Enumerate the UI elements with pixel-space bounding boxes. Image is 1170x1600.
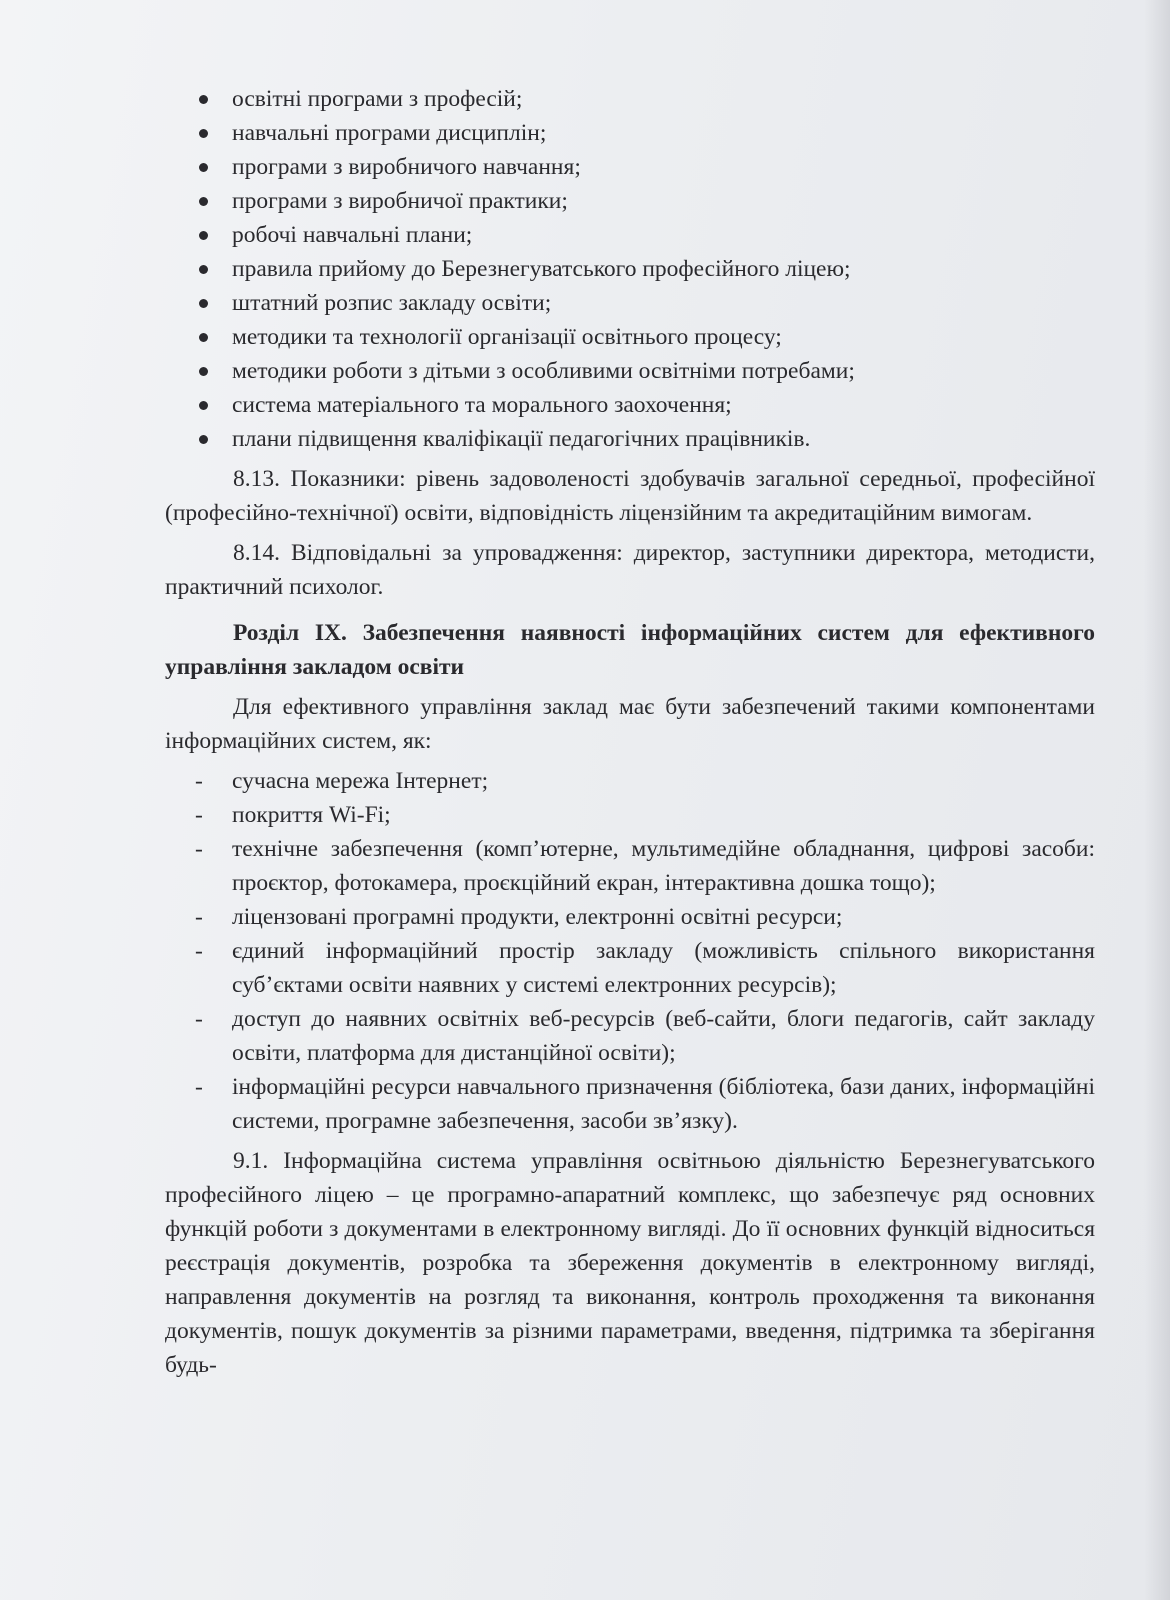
section-title: Розділ IX. Забезпечення наявності інформаційних систем для ефективного управління закладом освіти — [165, 620, 1095, 680]
list-item: освітні програми з професій; — [232, 82, 1095, 116]
list-item: методики та технології організації освітнього процесу; — [232, 320, 1095, 354]
list-item: штатний розпис закладу освіти; — [232, 286, 1095, 320]
paragraph-8-14: 8.14. Відповідальні за упровадження: директор, заступники директора, методисти, практичний психолог. — [165, 540, 1095, 600]
page-edge-shadow — [1144, 0, 1170, 1600]
list-item: плани підвищення кваліфікації педагогічних працівників. — [232, 422, 1095, 456]
list-item: правила прийому до Березнегуватського професійного ліцею; — [232, 252, 1095, 286]
list-item: - доступ до наявних освітніх веб-ресурсів (веб-сайти, блоги педагогів, сайт закладу освіти, платформа для дистанційної освіти); — [232, 1002, 1095, 1070]
dash-list — [165, 764, 1095, 1138]
list-item: - інформаційні ресурси навчального призначення (бібліотека, бази даних, інформаційні системи, програмне забезпечення, засоби зв’язку). — [232, 1070, 1095, 1138]
list-item: - ліцензовані програмні продукти, електронні освітні ресурси; — [232, 900, 1095, 934]
bullet-list — [165, 82, 1095, 456]
document-body — [165, 82, 1095, 1382]
list-item: методики роботи з дітьми з особливими освітніми потребами; — [232, 354, 1095, 388]
list-item: навчальні програми дисциплін; — [232, 116, 1095, 150]
paragraph-9-1: 9.1. Інформаційна система управління освітньою діяльністю Березнегуватського професійного ліцею – це програмно-апаратний комплекс, що забезпечує ряд основних функцій роботи з документами в електронному вигляді. До її основних функцій відноситься реєстрація документів, розробка та збереження документів в електронному вигляді, направлення документів на розгляд та виконання, контроль проходження та виконання документів, пошук документів за різними параметрами, введення, підтримка та зберігання будь- — [165, 1148, 1095, 1378]
list-item: - покриття Wi-Fi; — [232, 798, 1095, 832]
list-item: - єдиний інформаційний простір закладу (можливість спільного використання суб’єктами освіти наявних у системі електронних ресурсів); — [232, 934, 1095, 1002]
list-item: робочі навчальні плани; — [232, 218, 1095, 252]
list-item: - технічне забезпечення (комп’ютерне, мультимедійне обладнання, цифрові засоби: проєктор, фотокамера, проєкційний екран, інтерактивна дошка тощо); — [232, 832, 1095, 900]
list-item: - сучасна мережа Інтернет; — [232, 764, 1095, 798]
list-item: система матеріального та морального заохочення; — [232, 388, 1095, 422]
paragraph-8-13: 8.13. Показники: рівень задоволеності здобувачів загальної середньої, професійної (професійно-технічної) освіти, відповідність ліцензійним та акредитаційним вимогам. — [165, 466, 1095, 526]
paragraph-intro: Для ефективного управління заклад має бути забезпечений такими компонентами інформаційних систем, як: — [165, 694, 1095, 754]
list-item: програми з виробничої практики; — [232, 184, 1095, 218]
list-item: програми з виробничого навчання; — [232, 150, 1095, 184]
